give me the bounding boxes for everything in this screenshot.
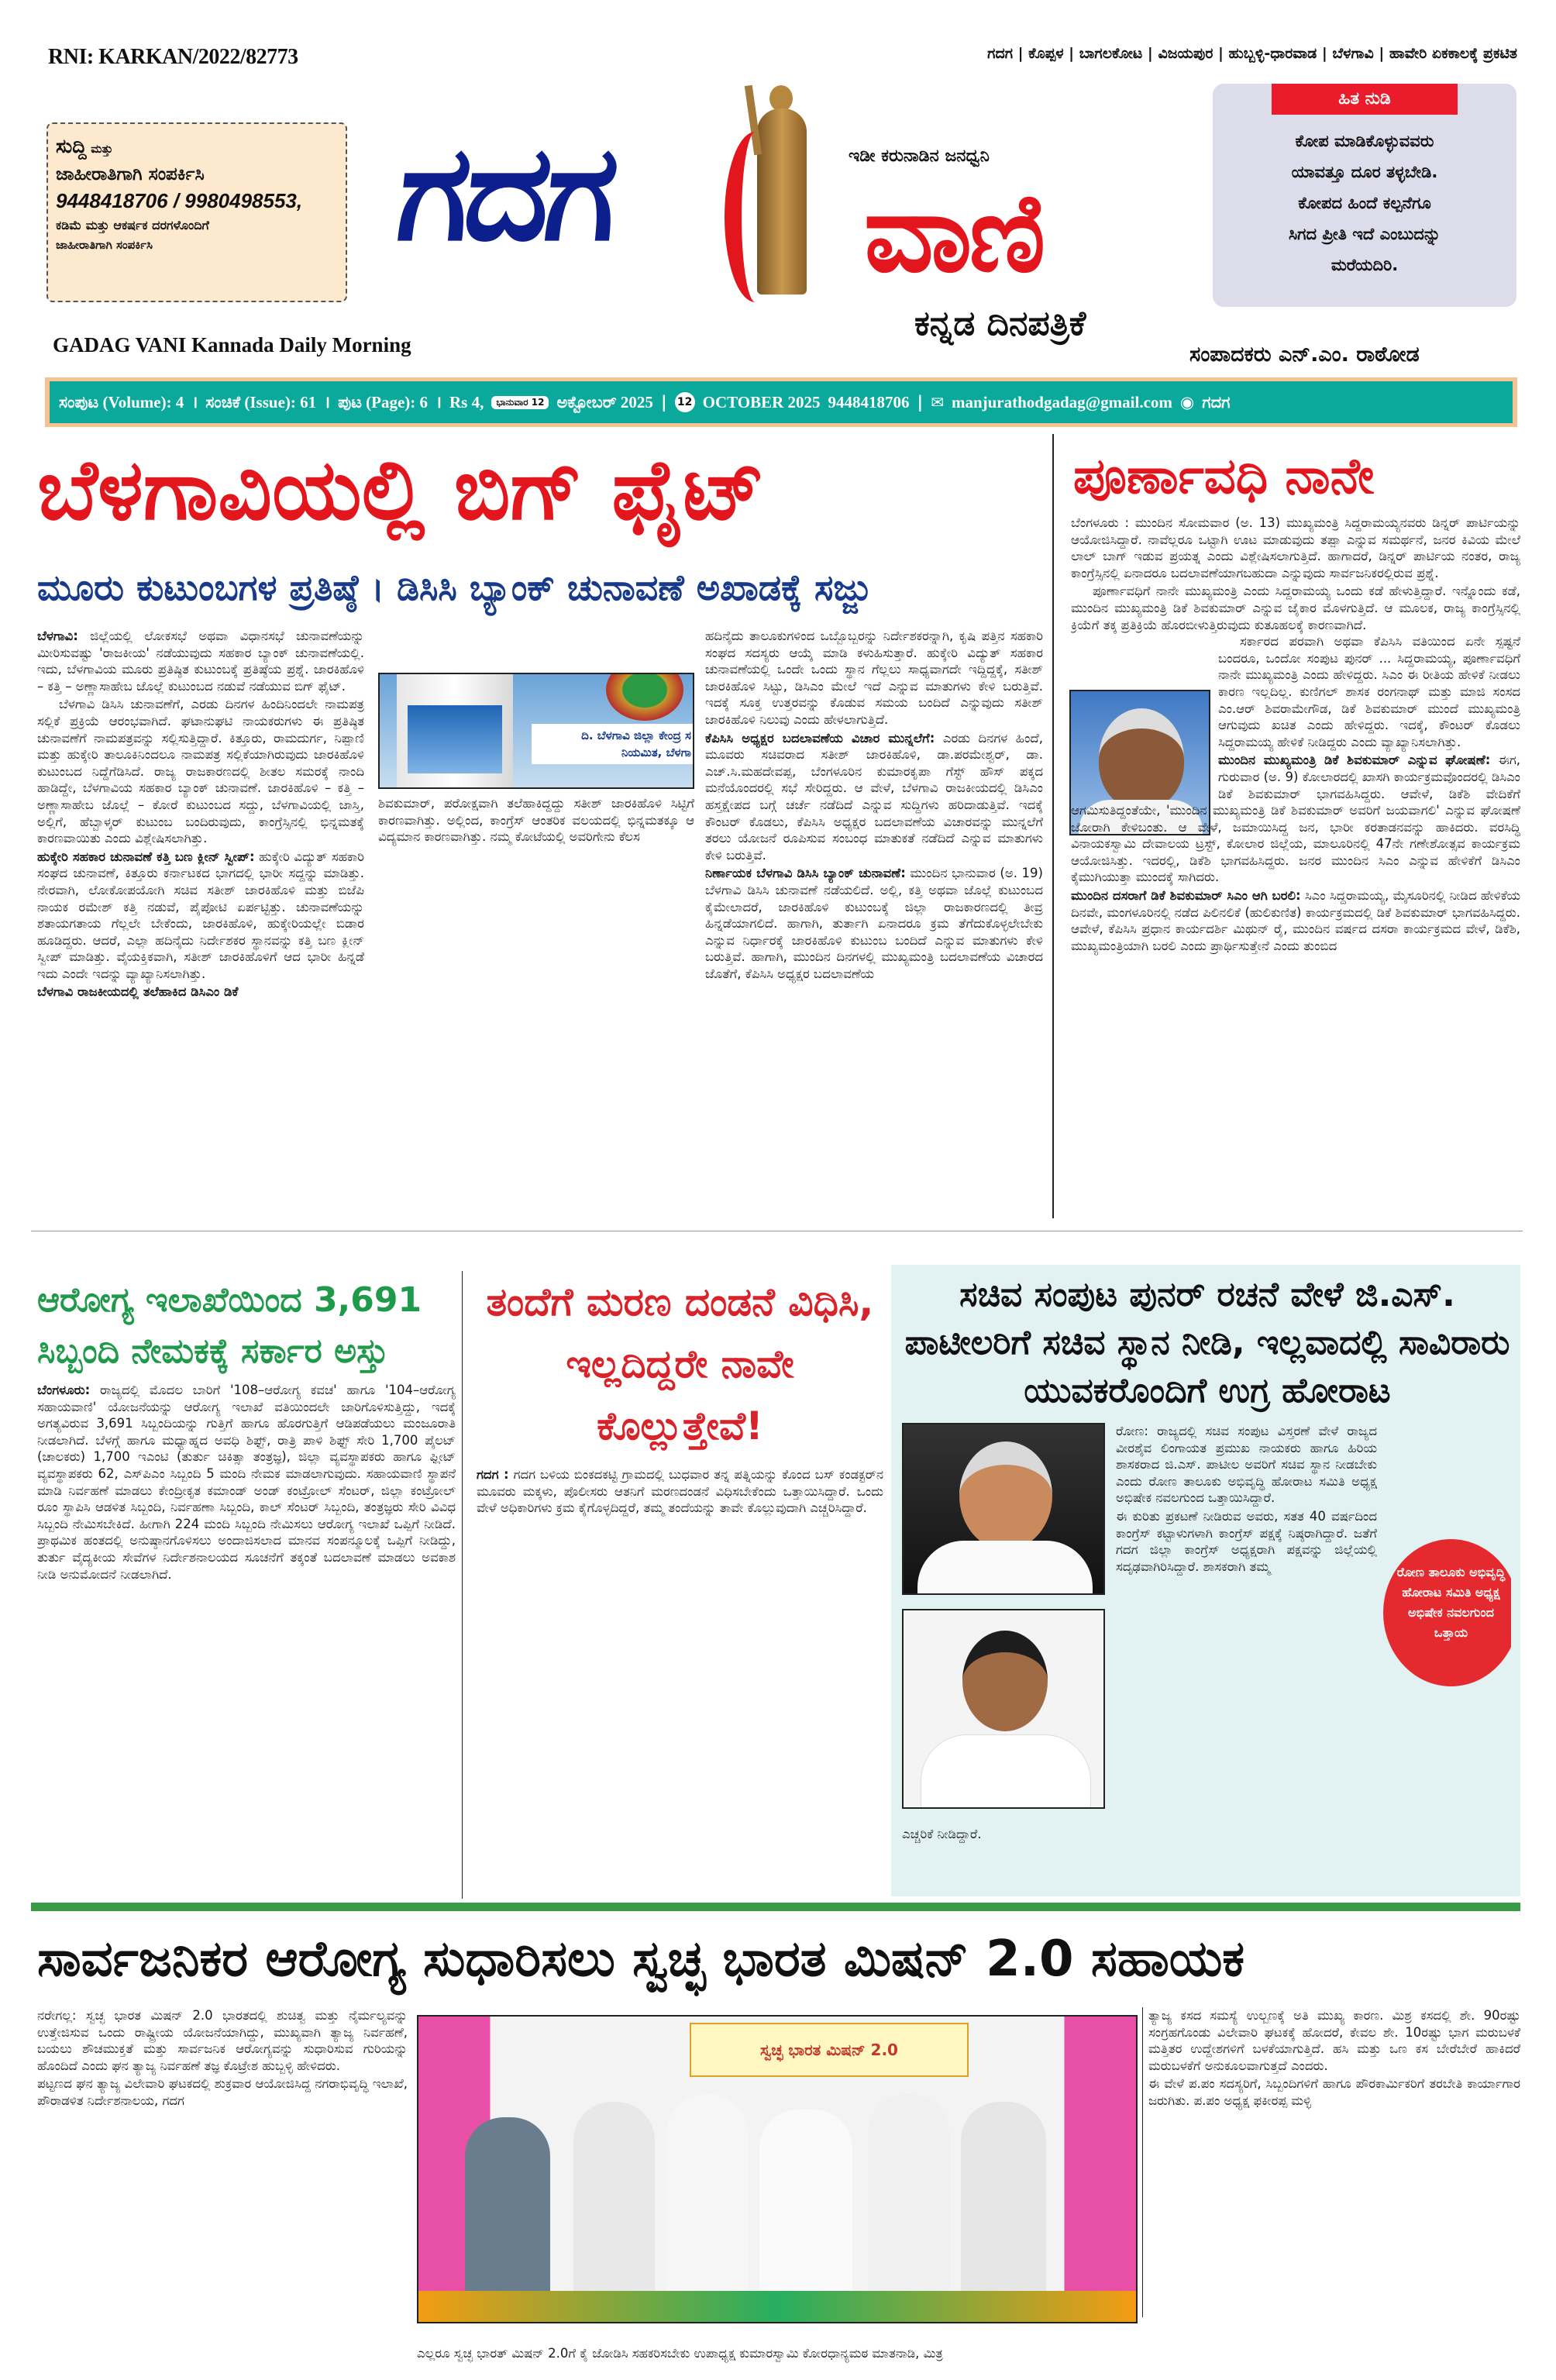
issue: ಸಂಚಿಕೆ (Issue): 61	[205, 392, 317, 412]
quote-box	[1213, 84, 1516, 307]
quote-line: ಮರೆಯದಿರಿ.	[1331, 256, 1399, 274]
logo-word-gadag: ಗದಗ	[391, 117, 621, 270]
logo-tagline: ಇಡೀ ಕರುನಾಡಿನ ಜನಧ್ವನಿ	[849, 146, 990, 166]
rni-number: RNI: KARKAN/2022/82773	[48, 45, 298, 69]
minister-headline: ಸಚಿವ ಸಂಪುಟ ಪುನರ್ ರಚನೆ ವೇಳೆ ಜಿ.ಎಸ್. ಪಾಟೀಲರಿಗೆ ಸಚಿವ ಸ್ಥಾನ ನೀಡಿ, ಇಲ್ಲವಾದಲ್ಲಿ ಸಾವಿರಾರು ಯುವಕರೊಂದಿಗೆ ಉಗ್ರ ಹೋರಾಟ	[904, 1275, 1510, 1410]
quote-circle: ರೋಣ ತಾಲೂಕು ಅಭಿವೃದ್ಧಿ ಹೋರಾಟ ಸಮಿತಿ ಅಧ್ಯಕ್ಷ ಅಭಿಷೇಕ ನವಲಗುಂದ ಒತ್ತಾಯ	[1383, 1539, 1511, 1686]
column-divider	[1052, 434, 1054, 1218]
phone: 9448418706	[828, 392, 910, 412]
quote-line: ಯಾವತ್ತೂ ದೂರ ತಳ್ಳಬೇಡಿ.	[1291, 163, 1438, 181]
place: ಗದಗ	[1202, 392, 1231, 412]
gs-patil-photo	[902, 1423, 1105, 1595]
lead-headline: ಬೆಳಗಾವಿಯಲ್ಲಿ ಬಿಗ್ ಫೈಟ್	[37, 442, 765, 539]
lead-col-3: ಹದಿನೈದು ತಾಲೂಕುಗಳಿಂದ ಒಬ್ಬೊಬ್ಬರನ್ನು ನಿರ್ದೇಶಕರನ್ನಾಗಿ, ಕೃಷಿ ಪತ್ತಿನ ಸಹಕಾರಿ ಸಂಘದ ಸದಸ್ಯರು ಆಯ್ಕೆ ಮಾಡಿ ಕಳುಹಿಸುತ್ತಾರೆ. ಹುಕ್ಕೇರಿ ವಿದ್ಯುತ್ ಸಹಕಾರ ಚುನಾವಣೆಯಲ್ಲಿ ಒಂದೇ ಒಂದು ಸ್ಥಾನ ಗೆಲ್ಲಲು ಸಾಧ್ಯವಾಗದೇ ಇದ್ದಿದ್ದಕ್ಕೆ, ಸತೀಶ್ ಜಾರಕಿಹೊಳಿ ಸಿಟ್ಟು, ಡಿಸಿಎಂ ಮೇಲೆ ಇದೆ ಎನ್ನುವ ಮಾತುಗಳು ಕೇಳಿ ಬರುತ್ತಿವೆ. ಇದಕ್ಕೆ ಸೂಕ್ತ ಉತ್ತರವನ್ನು ಕೊಡುವ ಸಮಯ ಬಂದಿದೆ ಎನ್ನುವುದು ಸತೀಶ್ ಜಾರಕಿಹೊಳಿ ನಿಲುವು ಎಂದು ಹೇಳಲಾಗುತ್ತಿದೆ. ಕೆಪಿಸಿಸಿ ಅಧ್ಯಕ್ಷರ ಬದಲಾವಣೆಯ ವಿಚಾರ ಮುನ್ನಲೆಗೆ: ಎರಡು ದಿನಗಳ ಹಿಂದೆ, ಮೂವರು ಸಚಿವರಾದ ಸತೀಶ್ ಜಾರಕಿಹೊಳಿ, ಡಾ.ಪರಮೇಶ್ವರ್, ಡಾ. ಎಚ್.ಸಿ.ಮಹದೇವಪ್ಪ, ಬೆಂಗಳೂರಿನ ಕುಮಾರಕೃಪಾ ಗೆಸ್ಟ್ ಹೌಸ್ ಪಕ್ಕದ ಮನೆಯೊಂದರಲ್ಲಿ ಸಭೆ ಸೇರಿದ್ದರು. ಆ ವೇಳೆ, ಬೆಳಗಾವಿ ರಾಜಕೀಯದಲ್ಲಿ ಡಿಸಿಎಂ ಹಸ್ತಕ್ಷೇಪದ ಬಗ್ಗೆ ಚರ್ಚೆ ನಡೆದಿದೆ ಎನ್ನುವ ಸುದ್ದಿಗಳು ಹರಿದಾಡುತ್ತಿವೆ. ಇದಕ್ಕೆ ಕೌಂಟರ್ ಕೊಡಲು, ಕೆಪಿಸಿಸಿ ಅಧ್ಯಕ್ಷರ ಬದಲಾವಣೆಯ ವಿಚಾರವನ್ನು ಮುನ್ನಲೆಗೆ ತರಲು ಯೋಜನೆ ರೂಪಿಸುವ ಸಂಬಂಧ ಮಾತುಕತೆ ನಡೆದಿದೆ ಎನ್ನುವ ಮಾತುಗಳು ಕೇಳಿ ಬರುತ್ತಿವೆ. ನಿರ್ಣಾಯಕ ಬೆಳಗಾವಿ ಡಿಸಿಸಿ ಬ್ಯಾಂಕ್ ಚುನಾವಣೆ: ಮುಂದಿನ ಭಾನುವಾರ (ಅ. 19) ಬೆಳಗಾವಿ ಡಿಸಿಸಿ ಚುನಾವಣೆ ನಡೆಯಲಿದೆ. ಅಲ್ಲಿ, ಕತ್ತಿ ಅಥವಾ ಜೊಲ್ಲೆ ಕುಟುಂಬದ ಕೈಮೇಲಾದರೆ, ಜಾರಕಿಹೊಳಿ ಕುಟುಂಬಕ್ಕೆ ಜಿಲ್ಲಾ ರಾಜಕಾರಣದಲ್ಲಿ ತೀವ್ರ ಹಿನ್ನಡೆಯಾಗಲಿದೆ. ಹಾಗಾಗಿ, ತುರ್ತಾಗಿ ಏನಾದರೂ ಕ್ರಮ ತೆಗೆದುಕೊಳ್ಳಲೇಬೇಕು ಎನ್ನುವ ನಿರ್ಧಾರಕ್ಕೆ ಜಾರಕಿಹೊಳಿ ಕುಟುಂಬ ಬಂದಿದೆ ಎನ್ನುವ ಮಾತುಗಳು ಕೇಳಿ ಬರುತ್ತಿವೆ. ಹಾಗಾಗಿ, ಮುಂದಿನ ದಿನಗಳಲ್ಲಿ ಮುಖ್ಯಮಂತ್ರಿ ಬದಲಾವಣೆಯ ವಿಚಾರದ ಜೊತೆಗೆ, ಕೆಪಿಸಿಸಿ ಅಧ್ಯಕ್ಷರ ಬದಲಾವಣೆಯ	[705, 629, 1043, 981]
bank-sign-line1: ದಿ. ಬೆಳಗಾವಿ ಜಿಲ್ಲಾ ಕೇಂದ್ರ ಸ	[581, 728, 691, 742]
logo-subtitle: ಕನ್ನಡ ದಿನಪತ್ರಿಕೆ	[914, 304, 1086, 343]
column-divider	[462, 1271, 463, 1899]
location-icon: ◉	[1179, 393, 1195, 412]
swachh-left-text: ನರೇಗಲ್ಲ: ಸ್ವಚ್ಛ ಭಾರತ ಮಿಷನ್ 2.0 ಭಾರತದಲ್ಲಿ ಶುಚಿತ್ವ ಮತ್ತು ನೈರ್ಮಲ್ಯವನ್ನು ಉತ್ತೇಜಿಸುವ ಒಂದು ರಾಷ್ಟ್ರೀಯ ಯೋಜನೆಯಾಗಿದ್ದು, ಮುಖ್ಯವಾಗಿ ತ್ಯಾಜ್ಯ ನಿರ್ವಹಣೆ, ಬಯಲು ಶೌಚಮುಕ್ತತೆ ಮತ್ತು ಸಾರ್ವಜನಿಕ ಆರೋಗ್ಯವನ್ನು ಸುಧಾರಿಸುವ ಗುರಿಯನ್ನು ಹೊಂದಿದೆ ಎಂದು ಘನ ತ್ಯಾಜ್ಯ ನಿರ್ವಹಣೆ ತಜ್ಞ ಕೊಟ್ರೇಶ ಹುಬ್ಬಳ್ಳಿ ಹೇಳಿದರು. ಪಟ್ಟಣದ ಘನ ತ್ಯಾಜ್ಯ ವಿಲೇವಾರಿ ಘಟಕದಲ್ಲಿ ಶುಕ್ರವಾರ ಆಯೋಜಿಸಿದ್ದ ನಗರಾಭಿವೃದ್ಧಿ ಇಲಾಖೆ, ಪೌರಾಡಳಿತ ನಿರ್ದೇಶನಾಲಯ, ಗದಗ	[37, 2008, 408, 2108]
column-divider	[1142, 2007, 1143, 2317]
date-english: OCTOBER 2025	[702, 392, 821, 412]
ad-and-label: ಮತ್ತು	[91, 142, 113, 156]
cm-headline: ಪೂರ್ಣಾವಧಿ ನಾನೇ	[1073, 448, 1375, 505]
swachh-right-text: ತ್ಯಾಜ್ಯ ಕಸದ ಸಮಸ್ಯೆ ಉಲ್ಬಣಕ್ಕೆ ಅತಿ ಮುಖ್ಯ ಕಾರಣ. ಮಿಶ್ರ ಕಸದಲ್ಲಿ ಶೇ. 90ರಷ್ಟು ಸಂಗ್ರಹಗೊಂಡು ವಿಲೇವಾರಿ ಘಟಕಕ್ಕೆ ಹೋದರೆ, ಕೇವಲ ಶೇ. 10ರಷ್ಟು ಭಾಗ ಮರುಬಳಕೆ ಮತ್ತಿತರ ಉದ್ದೇಶಗಳಿಗೆ ಬಳಕೆಯಾಗುತ್ತಿದೆ. ಹಸಿ ಮತ್ತು ಒಣ ಕಸ ಬೇರೆಬೇರೆ ಹಾಕಿದರೆ ಮರುಬಳಕೆಗೆ ಅನುಕೂಲವಾಗುತ್ತದೆ ಎಂದರು. ಈ ವೇಳೆ ಪ.ಪಂ ಸದಸ್ಯರಿಗೆ, ಸಿಬ್ಬಂದಿಗಳಿಗೆ ಹಾಗೂ ಪೌರಕಾರ್ಮಿಕರಿಗೆ ತರಬೇತಿ ಕಾರ್ಯಾಗಾರ ಜರುಗಿತು. ಪ.ಪಂ ಅಧ್ಯಕ್ಷ ಫಕೀರಪ್ಪ ಮಳ್ಳಿ	[1148, 2008, 1520, 2108]
minister-content	[902, 1423, 1513, 1889]
swachh-headline: ಸಾರ್ವಜನಿಕರ ಆರೋಗ್ಯ ಸುಧಾರಿಸಲು ಸ್ವಚ್ಛ ಭಾರತ ಮಿಷನ್ 2.0 ಸಹಾಯಕ	[37, 1931, 1245, 1988]
health-story-text: ಬೆಂಗಳೂರು: ರಾಜ್ಯದಲ್ಲಿ ಮೊದಲ ಬಾರಿಗೆ '108–ಆರೋಗ್ಯ ಕವಚ' ಹಾಗೂ '104–ಆರೋಗ್ಯ ಸಹಾಯವಾಣಿ' ಯೋಜನೆಯನ್ನು ಆರೋಗ್ಯ ಇಲಾಖೆ ವತಿಯಿಂದಲೇ ಜಾರಿಗೊಳಿಸುತ್ತಿದ್ದು, ಇದಕ್ಕೆ ಅಗತ್ಯವಿರುವ 3,691 ಸಿಬ್ಬಂದಿಯನ್ನು ಗುತ್ತಿಗೆ ಹಾಗೂ ಹೊರಗುತ್ತಿಗೆ ಆಡಿಪಡೆಯಲು ಮಂಜೂರಾತಿ ನೀಡಲಾಗಿದೆ. ಬೆಳಗ್ಗೆ ಹಾಗೂ ಮಧ್ಯಾಹ್ನದ ಅವಧಿ ಶಿಫ್ಟ್, ರಾತ್ರಿ ಪಾಳಿ ಶಿಫ್ಟ್ ಸೇರಿ 1,700 ಪೈಲಟ್ (ಚಾಲಕರು) 1,700 ಇಎಂಟಿ (ತುರ್ತು ಚಿಕಿತ್ಸಾ ತಂತ್ರಜ್ಞ), ಜಿಲ್ಲಾ ವ್ಯವಸ್ಥಾಪಕರು ಹಾಗೂ ಫ್ಲೀಟ್ ವ್ಯವಸ್ಥಾಪಕರು 62, ಎಸ್‌ಪಿಎಂ ಸಿಬ್ಬಂದಿ 5 ಮಂದಿ ನೇಮಕ ಮಾಡಲಾಗುವುದು. ಸಹಾಯವಾಣಿ ಸ್ಥಾಪನೆ ಮಾಡಿ ನಿರ್ವಹಣೆ ಮಾಡಲು ಕೇಂದ್ರೀಕೃತ ಕಮಾಂಡ್ ಅಂಡ್ ಕಂಟ್ರೋಲ್ ಸೆಂಟರ್, ಜಿಲ್ಲಾ ಕಂಟ್ರೋಲ್ ರೂಂ ಸ್ಥಾಪಿಸಿ ಆಡಳಿತ ಸಿಬ್ಬಂದಿ, ನಿರ್ವಹಣಾ ಸಿಬ್ಬಂದಿ, ಕಾಲ್ ಸೆಂಟರ್ ಸಿಬ್ಬಂದಿ, ತಂತ್ರಜ್ಞರು ಸೇರಿ ವಿವಿಧ ಸಿಬ್ಬಂದಿ ನೇಮಿಸಬೇಕಿದೆ. ಹೀಗಾಗಿ 224 ಮಂದಿ ಸಿಬ್ಬಂದಿ ನೇಮಿಸಲು ಆರೋಗ್ಯ ಇಲಾಖೆ ಒಪ್ಪಿಗೆ ನೀಡಿದೆ. ಪ್ರಾಥಮಿಕ ಹಂತದಲ್ಲಿ ಅನುಷ್ಠಾನಗೊಳಿಸಲು ಅಂದಾಜಿಸಲಾದ ಮಾನವ ಸಂಪನ್ಮೂಲಕ್ಕೆ ಒಪ್ಪಿಗೆ ನೀಡಿದ್ದು, ತುರ್ತು ವೈದ್ಯಕೀಯ ಸೇವೆಗಳ ನಿರ್ದೇಶನಾಲಯದ ಸೂಚನೆಗೆ ತಕ್ಕಂತೆ ಬದಲಾವಣೆ ಮಾಡಲು ಅವಕಾಶ ನೀಡಿ ಅನುಮೋದನೆ ನೀಡಲಾಗಿದೆ.	[37, 1383, 456, 1582]
health-headline: ಆರೋಗ್ಯ ಇಲಾಖೆಯಿಂದ 3,691 ಸಿಬ್ಬಂದಿ ನೇಮಕಕ್ಕೆ ಸರ್ಕಾರ ಅಸ್ತು	[37, 1280, 422, 1371]
ad-rates-line: ಕಡಿಮೆ ಮತ್ತು ಆಕರ್ಷಕ ದರಗಳೊಂದಿಗೆ	[56, 218, 209, 232]
lead-col-2: ಶಿವಕುಮಾರ್, ಪರೋಕ್ಷವಾಗಿ ತಲೆಹಾಕಿದ್ದದ್ದು ಸತೀಶ್ ಜಾರಕಿಹೊಳಿ ಸಿಟ್ಟಿಗೆ ಕಾರಣವಾಗಿತ್ತು. ಅಲ್ಲಿಂದ, ಕಾಂಗ್ರೆಸ್ ಆಂತರಿಕ ವಲಯದಲ್ಲಿ ಭಿನ್ನಮತಕ್ಕೂ ಆ ವಿದ್ಯಮಾನ ಕಾರಣವಾಗಿತ್ತು. ನಮ್ಮ ಕೋಟೆಯಲ್ಲಿ ಅವರಿಗೇನು ಕೆಲಸ	[378, 796, 694, 845]
ad-rates-line2: ಜಾಹೀರಾತಿಗಾಗಿ ಸಂಪರ್ಕಿಸಿ	[56, 238, 153, 252]
minister-story-text: ರೋಣ ತಾಲೂಕು ಅಭಿವೃದ್ಧಿ ಹೋರಾಟ ಸಮಿತಿ ಅಧ್ಯಕ್ಷ ಅಭಿಷೇಕ ನವಲಗುಂದ ಒತ್ತಾಯ ರೋಣ: ರಾಜ್ಯದಲ್ಲಿ ಸಚಿವ ಸಂಪುಟ ವಿಸ್ತರಣೆ ವೇಳೆ ರಾಜ್ಯದ ವೀರಶೈವ ಲಿಂಗಾಯತ ಪ್ರಮುಖ ನಾಯಕರು ಹಾಗೂ ಹಿರಿಯ ಶಾಸಕರಾದ ಜಿ.ಎಸ್. ಪಾಟೀಲ ಅವರಿಗೆ ಸಚಿವ ಸ್ಥಾನ ನೀಡಬೇಕು ಎಂದು ರೋಣ ತಾಲೂಕು ಅಭಿವೃದ್ಧಿ ಹೋರಾಟ ಸಮಿತಿ ಅಧ್ಯಕ್ಷ ಅಭಿಷೇಕ ನವಲಗುಂದ ಒತ್ತಾಯಿಸಿದ್ದಾರೆ. ಈ ಕುರಿತು ಪ್ರಕಟಣೆ ನೀಡಿರುವ ಅವರು, ಸತತ 40 ವರ್ಷದಿಂದ ಕಾಂಗ್ರೆಸ್ ಕಟ್ಟಾಳುಗಳಾಗಿ ಕಾಂಗ್ರೆಸ್ ಪಕ್ಷಕ್ಕೆ ನಿಷ್ಠರಾಗಿದ್ದಾರೆ. ಜತೆಗೆ ಗದಗ ಜಿಲ್ಲಾ ಕಾಂಗ್ರೆಸ್ ಅಧ್ಯಕ್ಷರಾಗಿ ಪಕ್ಷವನ್ನು ಜಿಲ್ಲೆಯಲ್ಲಿ ಸದೃಢವಾಗಿರಿಸಿದ್ದಾರೆ. ಶಾಸಕರಾಗಿ ತಮ್ಮ	[1116, 1423, 1511, 1810]
swachh-event-photo	[417, 2015, 1138, 2323]
quote-label: ಹಿತ ನುಡಿ	[1272, 84, 1458, 115]
bank-sign-line2: ನಿಯಮಿತ, ಬೆಳಗಾ	[621, 746, 691, 759]
health-story	[37, 1275, 456, 1899]
editor-name: ಸಂಪಾದಕರು ಎನ್.ಎಂ. ರಾಠೋಡ	[1189, 343, 1420, 367]
abhishek-photo	[902, 1609, 1105, 1809]
minister-story-box	[891, 1265, 1520, 1896]
email-link[interactable]: manjurathodgadag@gmail.com	[951, 392, 1172, 412]
ad-phones: 9448418706 / 9980498553,	[56, 189, 303, 212]
quote-line: ಸಿಗದ ಪ್ರೀತಿ ಇದೆ ಎಂಬುದನ್ನು	[1288, 225, 1441, 243]
green-divider-bar	[31, 1900, 1520, 1911]
dcc-bank-photo	[378, 673, 694, 789]
father-story	[477, 1271, 883, 1899]
minister-caption-end: ಎಚ್ಚರಿಕೆ ನೀಡಿದ್ದಾರೆ.	[902, 1827, 982, 1841]
info-bar: ಸಂಪುಟ (Volume): 4 । ಸಂಚಿಕೆ (Issue): 61 । ಪುಟ (Page): 6 । Rs 4, ಭಾನುವಾರ 12 ಅಕ್ಟೋಬರ್ 2025 | 12 OCTOBER 2025 9448418706 | ✉ manjurathodgadag@gmail.com ◉ ಗದಗ	[45, 377, 1517, 427]
quote-line: ಕೋಪದ ಹಿಂದೆ ಕಲ್ಪನೆಗೂ	[1298, 194, 1431, 212]
edition-districts: ಗದಗ | ಕೊಪ್ಪಳ | ಬಾಗಲಕೋಟ | ವಿಜಯಪುರ | ಹುಬ್ಬಳ್ಳಿ-ಧಾರವಾಡ | ಬೆಳಗಾವಿ | ಹಾವೇರಿ ಏಕಕಾಲಕ್ಕೆ ಪ್ರಕಟಿತ	[987, 45, 1517, 62]
newspaper-logo	[391, 85, 1197, 302]
logo-swoosh	[725, 132, 787, 302]
swachh-photo-caption: ಎಲ್ಲರೂ ಸ್ವಚ್ಛ ಭಾರತ್ ಮಿಷನ್ 2.0ಗೆ ಕೈ ಜೋಡಿಸಿ ಸಹಕರಿಸಬೇಕು ಉಪಾಧ್ಯಕ್ಷ ಕುಮಾರಸ್ವಾಮಿ ಕೋರಧಾನ್ಯಮಠ ಮಾತನಾಡಿ, ಮಿತ್ರ	[417, 2346, 943, 2361]
english-name: GADAG VANI Kannada Daily Morning	[53, 333, 411, 356]
lead-col-1: ಬೆಳಗಾವಿ: ಜಿಲ್ಲೆಯಲ್ಲಿ ಲೋಕಸಭೆ ಅಥವಾ ವಿಧಾನಸಭೆ ಚುನಾವಣೆಯನ್ನು ಮೀರಿಸುವಷ್ಟು 'ರಾಜಕೀಯ' ನಡೆಯುವುದು ಸಹಕಾರ ಬ್ಯಾಂಕ್ ಚುನಾವಣೆಯಲ್ಲಿ. ಇದು, ಬೆಳಗಾವಿಯ ಮೂರು ಪ್ರತಿಷ್ಠಿತ ಕುಟುಂಬಕ್ಕೆ ಪ್ರತಿಷ್ಠೆಯ ಪ್ರಶ್ನೆ. ಜಾರಕಿಹೊಳಿ – ಕತ್ತಿ – ಅಣ್ಣಾಸಾಹೇಬ ಜೊಲ್ಲೆ ಕುಟುಂಬದ ನಡುವೆ ನಡೆಯುವ ಬಿಗ್ ಫೈಟ್. ಬೆಳಗಾವಿ ಡಿಸಿಸಿ ಚುನಾವಣೆಗೆ, ಎರಡು ದಿನಗಳ ಹಿಂದಿನಿಂದಲೇ ನಾಮಪತ್ರ ಸಲ್ಲಿಕೆ ಪ್ರಕ್ರಿಯೆ ಆರಂಭವಾಗಿದೆ. ಘಟಾನುಘಟಿ ನಾಯಕರುಗಳು ಈ ಪ್ರತಿಷ್ಠಿತ ಚುನಾವಣೆಗೆ ನಾಮಪತ್ರವನ್ನು ಸಲ್ಲಿಸುತ್ತಿದ್ದಾರೆ. ಕಿತ್ತೂರು, ರಾಮದುರ್ಗ, ನಿಪ್ಪಾಣಿ ಮತ್ತು ಹುಕ್ಕೇರಿ ತಾಲೂಕಿನಿಂದಲೂ ನಾಮಪತ್ರ ಸಲ್ಲಿಕೆಯಾಗಿರುವುದು ಜಾರಕಿಹೊಳಿ ಕುಟುಂಬದ ನಿದ್ದೆಗೆಡಿಸಿದೆ. ರಾಜ್ಯ ರಾಜಕಾರಣದಲ್ಲಿ ಶೀತಲ ಸಮರಕ್ಕೆ ನಾಂದಿ ಹಾಡಿದ್ದೇ, ಬೆಳಗಾವಿಯ ಸಹಕಾರ ಬ್ಯಾಂಕ್ ಚುನಾವಣೆ. ಜಾರಕಿಹೊಳಿ – ಕತ್ತಿ – ಅಣ್ಣಾಸಾಹೇಬ ಜೊಲ್ಲೆ – ಕೋರೆ ಕುಟುಂಬದ ಸದ್ದು, ಬೆಳಗಾವಿಯಲ್ಲಿ ಜಾಸ್ತಿ, ಅಲ್ಲಿಗೆ, ಹೆಬ್ಬಾಳ್ಕರ್ ಕುಟುಂಬ ಬಂದಿರುವುದು, ಕಾಂಗ್ರೆಸ್ಸಿನಲ್ಲಿ ಭಿನ್ನಮತಕ್ಕೆ ಕಾರಣವಾಯಿತು ಎಂದು ವಿಶ್ಲೇಷಿಸಲಾಗಿತ್ತು. ಹುಕ್ಕೇರಿ ಸಹಕಾರ ಚುನಾವಣೆ ಕತ್ತಿ ಬಣ ಕ್ಲೀನ್ ಸ್ವೀಪ್: ಹುಕ್ಕೇರಿ ವಿದ್ಯುತ್ ಸಹಕಾರಿ ಸಂಘದ ಚುನಾವಣೆ, ಕಿತ್ತೂರು ಕರ್ನಾಟಕದ ಭಾಗದಲ್ಲಿ ಭಾರೀ ಸದ್ದನ್ನು ಮಾಡಿತ್ತು. ನೇರವಾಗಿ, ಲೋಕೋಪಯೋಗಿ ಸಚಿವ ಸತೀಶ್ ಜಾರಕಿಹೊಳಿ ಮತ್ತು ಬಿಜೆಪಿ ನಾಯಕ ರಮೇಶ್ ಕತ್ತಿ ನಡುವೆ, ಪೈಪೋಟಿ ಏರ್ಪಟ್ಟಿತ್ತು. ಚುನಾವಣೆಯನ್ನು ಶತಾಯಗತಾಯ ಗೆಲ್ಲಲೇ ಬೇಕೆಂದು, ಜಾರಕಿಹೊಳಿ, ಹುಕ್ಕೇರಿಯಲ್ಲೇ ಬಿಡಾರ ಹೂಡಿದ್ದರು. ಆದರೆ, ಎಲ್ಲಾ ಹದಿನೈದು ನಿರ್ದೇಶಕರ ಸ್ಥಾನವನ್ನು ಕತ್ತಿ ಬಣ ಕ್ಲೀನ್ ಸ್ವೀಪ್ ಮಾಡಿತ್ತು. ವೈಯಕ್ತಿಕವಾಗಿ, ಸತೀಶ್ ಜಾರಕಿಹೊಳಿಗೆ ಆದ ಭಾರೀ ಹಿನ್ನಡೆ ಇದು ಎಂದೇ ಇದನ್ನು ವ್ಯಾಖ್ಯಾನಿಸಲಾಗಿತ್ತು. ಬೆಳಗಾವಿ ರಾಜಕೀಯದಲ್ಲಿ ತಲೆಹಾಕಿದ ಡಿಸಿಎಂ ಡಿಕೆ	[37, 629, 364, 1000]
date-badge: 12	[675, 392, 695, 412]
date-kannada: ಅಕ್ಟೋಬರ್ 2025	[556, 392, 653, 412]
price: Rs 4,	[449, 392, 484, 412]
cm-story-text: ಬೆಂಗಳೂರು : ಮುಂದಿನ ಸೋಮವಾರ (ಅ. 13) ಮುಖ್ಯಮಂತ್ರಿ ಸಿದ್ದರಾಮಯ್ಯನವರು ಡಿನ್ನರ್ ಪಾರ್ಟಿಯನ್ನು ಆಯೋಜಿಸಿದ್ದಾರೆ. ನಾವೆಲ್ಲರೂ ಒಟ್ಟಾಗಿ ಊಟ ಮಾಡುವುದು ತಪ್ಪಾ ಎನ್ನುವ ಸಮರ್ಥನೆ, ಜನರ ಕಿವಿಯ ಮೇಲೆ ಲಾಲ್ ಬಾಗ್ ಇಡುವ ಪ್ರಯತ್ನ ಎಂದು ವಿಶ್ಲೇಷಿಸಲಾಗುತ್ತಿದೆ. ಹಾಗಾದರೆ, ಡಿನ್ನರ್ ಪಾರ್ಟಿಯ ನಂತರ, ರಾಜ್ಯ ಕಾಂಗ್ರೆಸ್ಸಿನಲ್ಲಿ ಏನಾದರೂ ಬದಲಾವಣೆಯಾಗಬಹುದಾ ಎನ್ನುವುದು ಸಾರ್ವಜನಿಕರಲ್ಲಿರುವ ಪ್ರಶ್ನೆ. ಪೂರ್ಣಾವಧಿಗೆ ನಾನೇ ಮುಖ್ಯಮಂತ್ರಿ ಎಂದು ಸಿದ್ದರಾಮಯ್ಯ ಒಂದು ಕಡೆ ಹೇಳುತ್ತಿದ್ದಾರೆ. ಇನ್ನೊಂದು ಕಡೆ, ಮುಂದಿನ ಮುಖ್ಯಮಂತ್ರಿ ಡಿಕೆ ಶಿವಕುಮಾರ್ ಎನ್ನುವ ಜೈಕಾರ ಮೊಳಗುತ್ತಿದೆ. ಆ ಮೂಲಕ, ರಾಜ್ಯ ಕಾಂಗ್ರೆಸ್ಸಿನಲ್ಲಿ ಕ್ರಿಯೆಗೆ ತಕ್ಕ ಪ್ರತಿಕ್ರಿಯೆ ಹೊರಬೀಳುತ್ತಿರುವುದು ಕುತೂಹಲಕ್ಕೆ ಕಾರಣವಾಗಿದೆ. ಸರ್ಕಾರದ ಪರವಾಗಿ ಅಥವಾ ಕೆಪಿಸಿಸಿ ವತಿಯಿಂದ ಏನೇ ಸ್ಪಷ್ಟನೆ ಬಂದರೂ, ಒಂದೋ ಸಂಪುಟ ಪುನರ್ ... ಸಿದ್ದರಾಮಯ್ಯ, ಪೂರ್ಣಾವಧಿಗೆ ನಾನೇ ಮುಖ್ಯಮಂತ್ರಿ ಎಂದು ಹೇಳಿದ್ದರು. ಸಿಎಂ ಈ ರೀತಿಯ ಹೇಳಿಕೆ ನೀಡಲು ಕಾರಣ ಇಲ್ಲದಿಲ್ಲ. ಕುಣಿಗಲ್ ಶಾಸಕ ರಂಗನಾಥ್ ಮತ್ತು ಮಾಜಿ ಸಂಸದ ಎಂ.ಆರ್ ಶಿವರಾಮೇಗೌಡ, ಡಿಕೆ ಶಿವಕುಮಾರ್ ಮುಂದೆ ಮುಖ್ಯಮಂತ್ರಿ ಆಗುವುದು ಖಚಿತ ಎಂದು ಹೇಳಿದ್ದರು. ಇದಕ್ಕೆ, ಕೌಂಟರ್ ಕೊಡಲು ಸಿದ್ದರಾಮಯ್ಯ ಹೇಳಿಕೆ ನೀಡಿದ್ದರು ಎಂದು ವ್ಯಾಖ್ಯಾನಿಸಲಾಗಿತ್ತು. ಮುಂದಿನ ಮುಖ್ಯಮಂತ್ರಿ ಡಿಕೆ ಶಿವಕುಮಾರ್ ಎನ್ನುವ ಘೋಷಣೆ: ಈಗ, ಗುರುವಾರ (ಅ. 9) ಕೋಲಾರದಲ್ಲಿ ಖಾಸಗಿ ಕಾರ್ಯಕ್ರಮವೊಂದರಲ್ಲಿ ಡಿಸಿಎಂ ಡಿಕೆ ಶಿವಕುಮಾರ್ ಭಾಗವಹಿಸಿದ್ದರು. ಆವೇಳೆ, ಡಿಕೆಶಿ ವೇದಿಕೆಗೆ ಆಗಮಿಸುತಿದ್ದಂತೆಯೇ, 'ಮುಂದಿನ ಮುಖ್ಯಮಂತ್ರಿ ಡಿಕೆ ಶಿವಕುಮಾರ್ ಅವರಿಗೆ ಜಯವಾಗಲಿ' ಎನ್ನುವ ಘೋಷಣೆ ಜೋರಾಗಿ ಕೇಳಿಬಂತು. ಆ ವೇಳೆ, ಜಮಾಯಿಸಿದ್ದ ಜನ, ಭಾರೀ ಕರತಾಡನವನ್ನು ಹಾಕಿದರು. ವರಸಿದ್ಧಿ ವಿನಾಯಕಸ್ವಾಮಿ ದೇವಾಲಯ ಟ್ರಸ್ಟ್, ಕೋಲಾರ ಜಿಲ್ಲೆಯ, ಮಾಲೂರಿನಲ್ಲಿ 47ನೇ ಗಣೇಶೋತ್ಸವ ಕಾರ್ಯಕ್ರಮ ಆಯೋಜಿಸಿತ್ತು. ಇದರಲ್ಲಿ, ಡಿಕೆಶಿ ಭಾಗವಹಿಸಿದ್ದರು. ಜನರ ಮುಂದಿನ ಸಿಎಂ ಎನ್ನುವ ಹೇಳಿಕೆಗೆ ಡಿಸಿಎಂ ಕೈಮುಗಿಯುತ್ತಾ ಮುಂದಕ್ಕೆ ಸಾಗಿದರು. ಮುಂದಿನ ದಸರಾಗೆ ಡಿಕೆ ಶಿವಕುಮಾರ್ ಸಿಎಂ ಆಗಿ ಬರಲಿ: ಸಿಎಂ ಸಿದ್ದರಾಮಯ್ಯ, ಮೈಸೂರಿನಲ್ಲಿ ನೀಡಿದ ಹೇಳಿಕೆಯ ದಿನವೇ, ಮಂಗಳೂರಿನಲ್ಲಿ ನಡೆದ ಪಿಲಿನಲಿಕೆ (ಹುಲಿಕುಣಿತ) ಕಾರ್ಯಕ್ರಮದಲ್ಲಿ ಡಿಕೆ ಶಿವಕುಮಾರ್ ಭಾಗವಹಿಸಿದ್ದರು. ಆವೇಳೆ, ಕೆಪಿಸಿಸಿ ಪ್ರಧಾನ ಕಾರ್ಯದರ್ಶಿ ಮಿಥುನ್ ರೈ, ಮುಂದಿನ ವರ್ಷದ ದಸರಾ ಕಾರ್ಯಕ್ರಮದ ವೇಳೆ, ಡಿಕೆಶಿ, ಮುಖ್ಯಮಂತ್ರಿಯಾಗಿ ಬರಲಿ ಎಂದು ಪ್ರಾರ್ಥಿಸುತ್ತೇನೆ ಎಂದು ತುಂಬಿದ	[1071, 515, 1520, 953]
ad-contact-box	[46, 122, 347, 302]
mail-icon: ✉	[931, 393, 944, 412]
ad-news-label: ಸುದ್ದಿ	[56, 135, 87, 157]
lead-subhead: ಮೂರು ಕುಟುಂಬಗಳ ಪ್ರತಿಷ್ಠೆ । ಡಿಸಿಸಿ ಬ್ಯಾಂಕ್ ಚುನಾವಣೆ ಅಖಾಡಕ್ಕೆ ಸಜ್ಜು	[37, 567, 872, 608]
father-headline: ತಂದೆಗೆ ಮರಣ ದಂಡನೆ ವಿಧಿಸಿ, ಇಲ್ಲದಿದ್ದರೇ ನಾವೇ ಕೊಲ್ಲುತ್ತೇವೆ!	[486, 1280, 874, 1448]
ad-contact-label: ಜಾಹೀರಾತಿಗಾಗಿ ಸಂಪರ್ಕಿಸಿ	[56, 164, 205, 184]
event-banner: ಸ್ವಚ್ಛ ಭಾರತ ಮಿಷನ್ 2.0	[690, 2023, 969, 2077]
logo-word-vani: ವಾಣಿ	[864, 170, 1043, 297]
volume: ಸಂಪುಟ (Volume): 4	[59, 392, 184, 412]
day-badge: ಭಾನುವಾರ 12	[491, 396, 549, 409]
page-number: ಪುಟ (Page): 6	[338, 392, 429, 412]
father-story-text: ಗದಗ : ಗದಗ ಬಳಿಯ ಬಿಂಕದಕಟ್ಟಿ ಗ್ರಾಮದಲ್ಲಿ ಬುಧವಾರ ತನ್ನ ಪತ್ನಿಯನ್ನು ಕೊಂದ ಬಸ್ ಕಂಡಕ್ಟರ್‌ನ ಮೂವರು ಮಕ್ಕಳು, ಪೊಲೀಸರು ಆತನಿಗೆ ಮರಣದಂಡನೆ ವಿಧಿಸಬೇಕೆಂದು ಒತ್ತಾಯಿಸಿದ್ದಾರೆ. ಒಂದು ವೇಳೆ ಅಧಿಕಾರಿಗಳು ಕ್ರಮ ಕೈಗೊಳ್ಳದಿದ್ದರೆ, ತಮ್ಮ ತಂದೆಯನ್ನು ತಾವೇ ಕೊಲ್ಲುವುದಾಗಿ ಎಚ್ಚರಿಸಿದ್ದಾರೆ.	[477, 1467, 883, 1516]
quote-line: ಕೋಪ ಮಾಡಿಕೊಳ್ಳುವವರು	[1295, 132, 1434, 150]
bank-emblem	[606, 673, 683, 721]
